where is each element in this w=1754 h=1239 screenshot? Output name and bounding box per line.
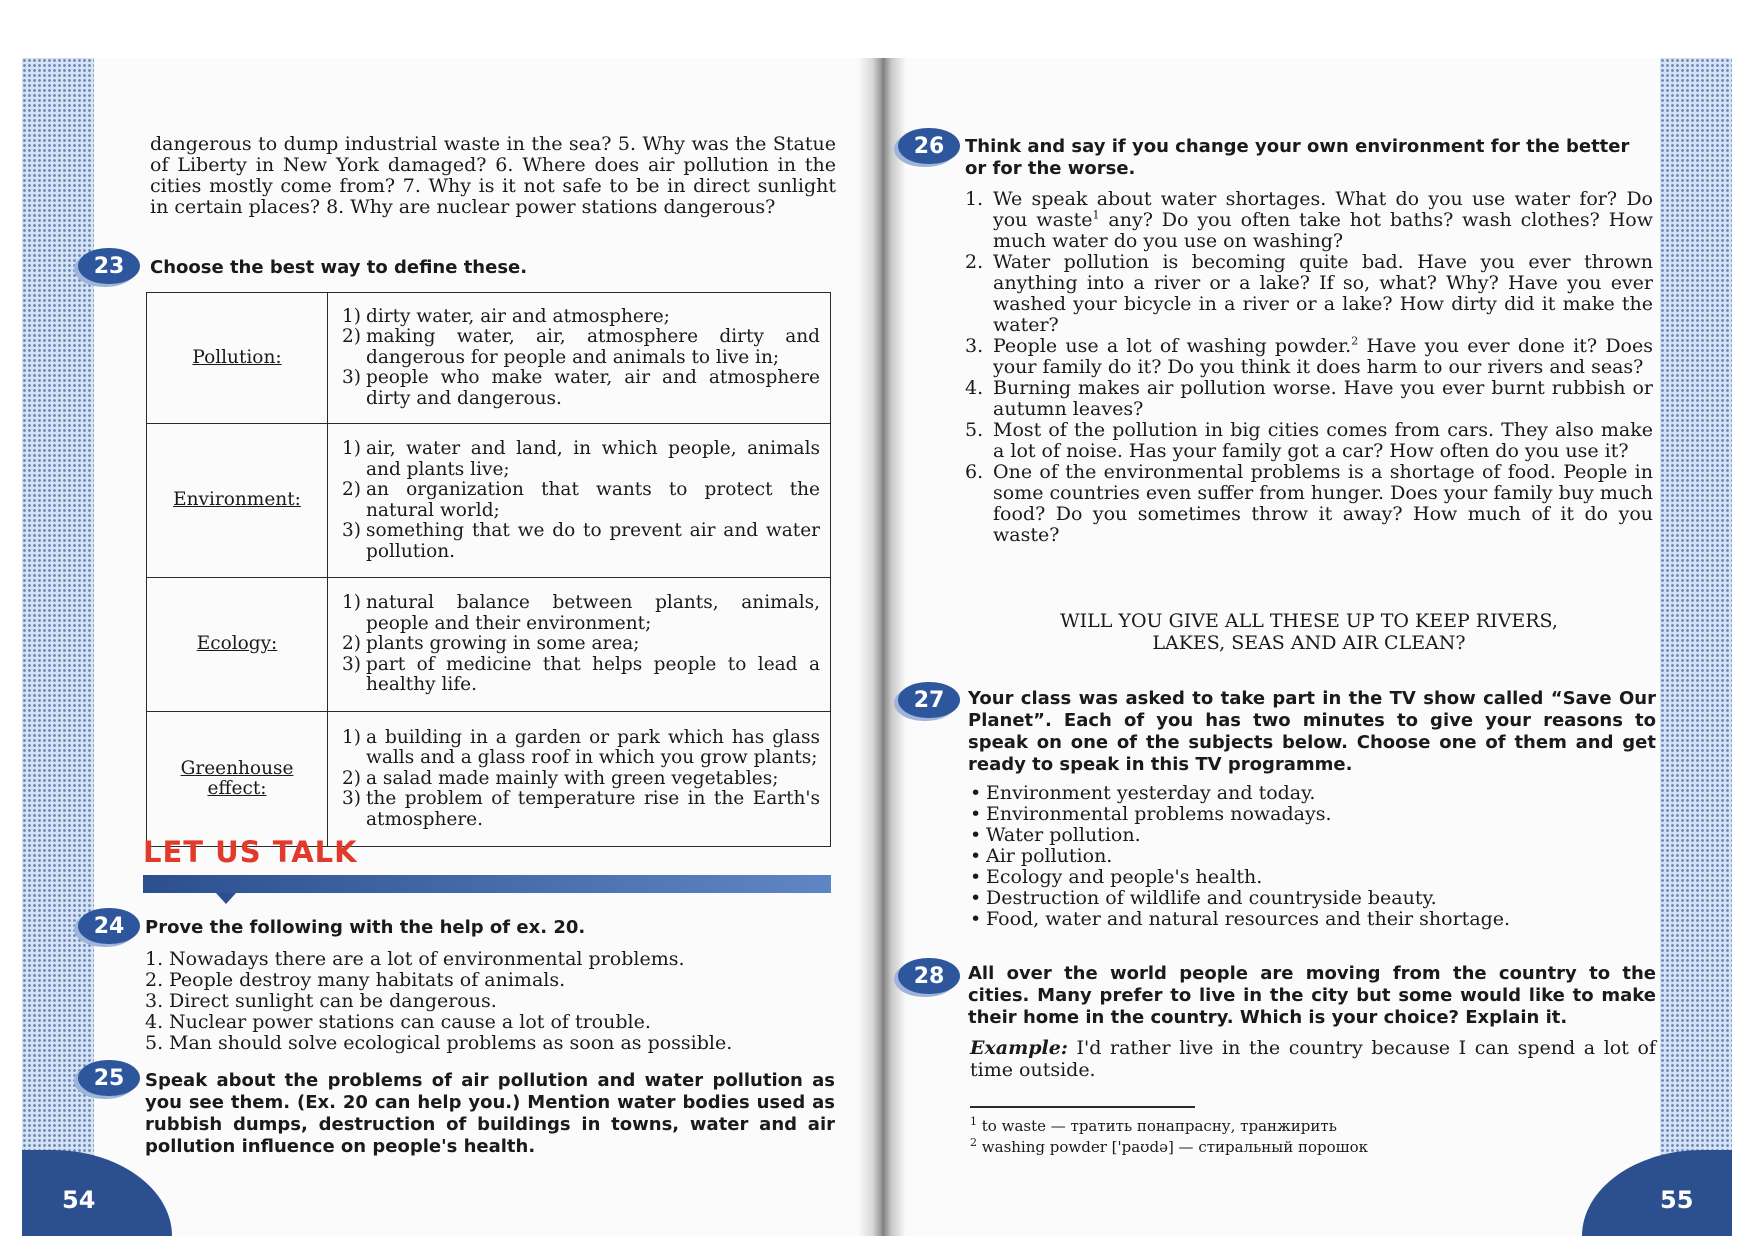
list-item: 5. Man should solve ecological problems as soon as possible. (145, 1032, 733, 1054)
right-page-edge-pattern (1660, 58, 1732, 1236)
example-label: Example: (970, 1037, 1068, 1059)
exercise-badge-25: 25 (78, 1060, 140, 1096)
footnote-item: $^2$ washing powder ['paʊdə] — стиральный порошок (970, 1136, 1368, 1156)
list-item: • Environmental problems nowadays. (970, 803, 1332, 825)
page-number-left: 54 (62, 1186, 96, 1214)
options-cell (328, 712, 831, 847)
term-cell: Pollution: (147, 293, 328, 424)
book-gutter (858, 58, 906, 1236)
page-number-right: 55 (1660, 1186, 1694, 1214)
list-item: • Environment yesterday and today. (970, 782, 1316, 804)
exercise-badge-27: 27 (898, 682, 960, 718)
term-cell: Environment: (147, 424, 328, 578)
list-item: 2. People destroy many habitats of animals. (145, 969, 566, 991)
exercise-badge-23: 23 (78, 248, 140, 284)
list-item: 3. People use a lot of washing powder.$^2$ Have you ever done it? Does your family do it? Do you think it does harm to our rivers and seas? (965, 334, 1653, 378)
list-item: 1. Nowadays there are a lot of environmental problems. (145, 948, 685, 970)
option-item: 2) an organization that wants to protect the natural world; (342, 479, 820, 521)
option-item: 1) dirty water, air and atmosphere; (342, 305, 670, 327)
closing-line: WILL YOU GIVE ALL THESE UP TO KEEP RIVERS, (1060, 610, 1558, 632)
table-row (147, 424, 831, 578)
list-item: • Air pollution. (970, 845, 1113, 867)
option-item: 1) a building in a garden or park which has glass walls and a glass roof in which you grow plants; (342, 726, 820, 769)
section-title-bar (143, 875, 831, 893)
exercise-28-example (970, 1037, 1656, 1081)
left-page-edge-pattern (22, 58, 94, 1236)
section-title-notch (216, 893, 236, 904)
exercise-26-closing (965, 610, 1653, 654)
table-row (147, 712, 831, 847)
list-item: 2. Water pollution is becoming quite bad. Have you ever thrown anything into a river or a lake? If so, what? Why? Have you ever washed your bicycle in a river or a lake? How dirty did it make the water? (965, 251, 1653, 336)
exercise-badge-26: 26 (898, 128, 960, 164)
option-item: 3) part of medicine that helps people to lead a healthy life. (342, 653, 820, 696)
option-item: 3) people who make water, air and atmosphere dirty and dangerous. (342, 367, 820, 409)
table-row (147, 293, 831, 424)
list-item: • Destruction of wildlife and countryside beauty. (970, 887, 1437, 909)
option-item: 2) plants growing in some area; (342, 633, 640, 655)
option-item: 2) a salad made mainly with green vegetables; (342, 767, 779, 789)
intro-paragraph: dangerous to dump industrial waste in the sea? 5. Why was the Statue of Liberty in New York damaged? 6. Where does air pollution in the cities mostly come from? 7. Why is it not safe to be in direct sunlight in certain places? 8. Why are nuclear power stations dangerous? (150, 133, 836, 218)
list-item: • Ecology and people's health. (970, 866, 1263, 888)
closing-line: LAKES, SEAS AND AIR CLEAN? (1152, 632, 1466, 654)
list-item: • Food, water and natural resources and their shortage. (970, 908, 1511, 930)
options-cell (328, 293, 831, 424)
term-cell: Greenhouse effect: (147, 712, 328, 847)
list-item: 1. We speak about water shortages. What do you use water for? Do you waste$^1$ any? Do you often take hot baths? wash clothes? How much water do you use on washing? (965, 188, 1653, 252)
exercise-28-instruction: All over the world people are moving from the country to the cities. Many prefer to live in the city but some would like to make their home in the country. Which is your choice? Explain it. (968, 963, 1656, 1028)
footnotes (970, 1116, 1368, 1158)
list-item: • Water pollution. (970, 824, 1141, 846)
definition-table (146, 292, 831, 847)
exercise-23-instruction: Choose the best way to define these. (150, 257, 528, 278)
term-cell: Ecology: (147, 578, 328, 712)
footnote-item: $^1$ to waste — тратить понапрасну, транжирить (970, 1115, 1337, 1135)
footnote-rule (970, 1106, 1195, 1108)
exercise-27-instruction: Your class was asked to take part in the TV show called “Save Our Planet”. Each of you has two minutes to give your reasons to speak on one of the subjects below. Choose one of them and get ready to speak in this TV programme. (968, 688, 1656, 775)
example-text: I'd rather live in the country because I can spend a lot of time outside. (970, 1037, 1656, 1081)
exercise-badge-24: 24 (78, 908, 140, 944)
option-item: 3) something that we do to prevent air and water pollution. (342, 520, 820, 562)
exercise-24-list (145, 949, 835, 1054)
options-cell (328, 424, 831, 578)
table-row (147, 578, 831, 712)
option-item: 2) making water, air, atmosphere dirty and dangerous for people and animals to live in; (342, 326, 820, 368)
section-title: LET US TALK (143, 835, 358, 869)
exercise-26-instruction: Think and say if you change your own environment for the better or for the worse. (965, 136, 1630, 179)
exercise-26-list (965, 189, 1653, 546)
exercise-badge-28: 28 (898, 958, 960, 994)
exercise-24-instruction: Prove the following with the help of ex. 20. (145, 917, 586, 938)
exercise-27-topics (970, 783, 1656, 930)
options-cell (328, 578, 831, 712)
list-item: 4. Nuclear power stations can cause a lot of trouble. (145, 1011, 651, 1033)
option-item: 3) the problem of temperature rise in the Earth's atmosphere. (342, 788, 820, 830)
list-item: 6. One of the environmental problems is a shortage of food. People in some countries even suffer from hunger. Does your family buy much food? Do you sometimes throw it away? How much of it do you waste? (965, 461, 1653, 546)
list-item: 5. Most of the pollution in big cities comes from cars. They also make a lot of noise. Has your family got a car? How often do you use it? (965, 419, 1653, 462)
list-item: 3. Direct sunlight can be dangerous. (145, 990, 497, 1012)
option-item: 1) natural balance between plants, animals, people and their environment; (342, 592, 820, 634)
exercise-25-instruction: Speak about the problems of air pollution and water pollution as you see them. (Ex. 20 can help you.) Mention water bodies used as rubbish dumps, destruction of buildings in towns, water and air pollution influence on people's health. (145, 1070, 835, 1157)
list-item: 4. Burning makes air pollution worse. Have you ever burnt rubbish or autumn leaves? (965, 377, 1653, 420)
option-item: 1) air, water and land, in which people, animals and plants live; (342, 438, 820, 480)
